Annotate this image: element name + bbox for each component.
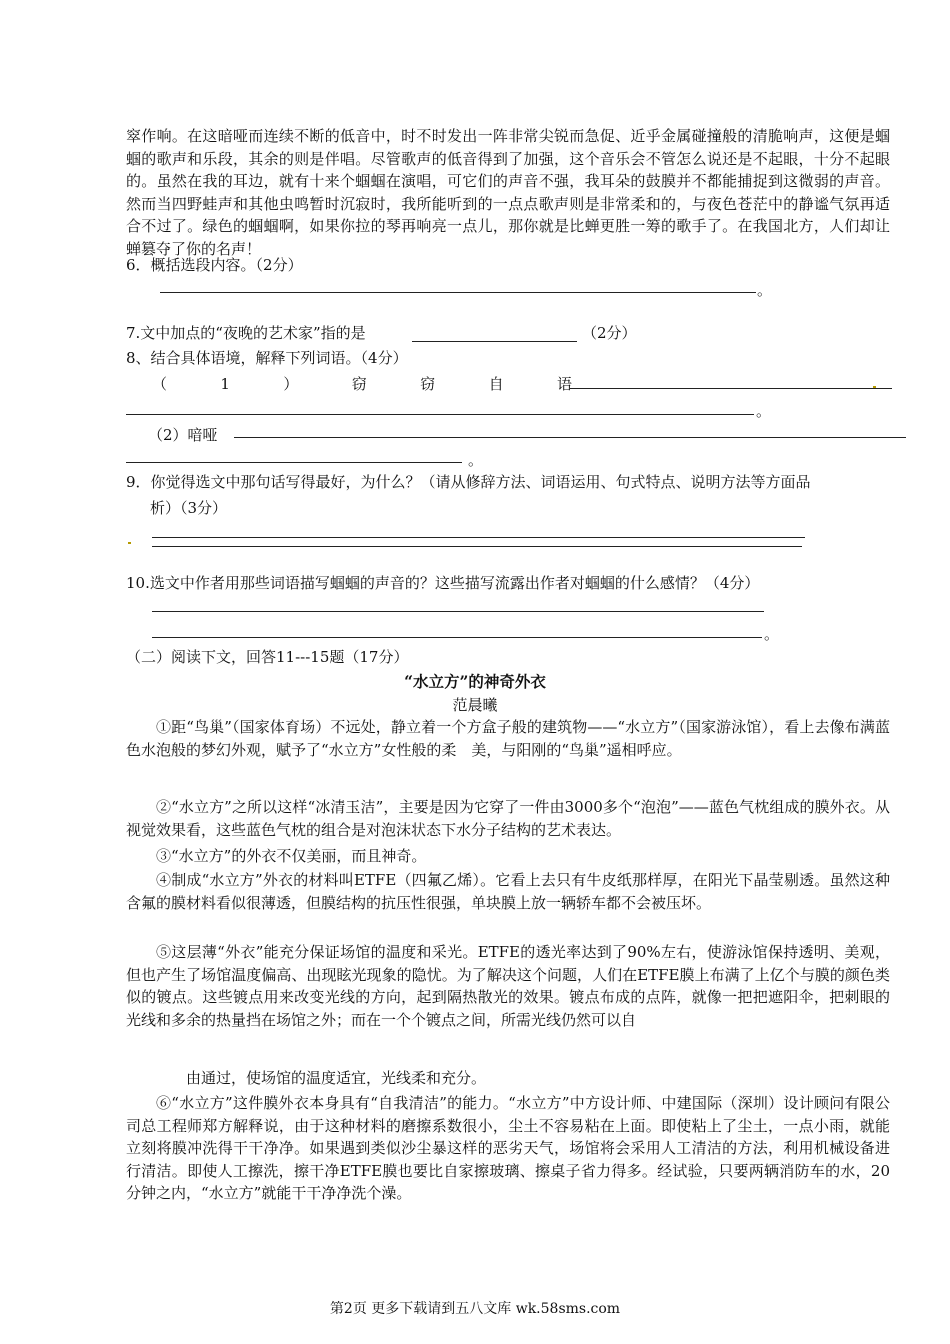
question-8: 8、结合具体语境，解释下列词语。（4分）	[126, 349, 408, 367]
yellow-mark	[128, 542, 131, 544]
section-2-heading: （二）阅读下文，回答11---15题（17分）	[126, 648, 409, 666]
question-9-line-2: 析）（3分）	[150, 499, 228, 517]
article-paragraph-3: ③“水立方”的外衣不仅美丽，而且神奇。	[156, 847, 427, 865]
q8-1-c3: 自	[488, 375, 504, 393]
q8-2-end: 。	[468, 451, 484, 469]
q8-1-c4: 语	[556, 375, 572, 393]
question-9-line-1: 9．你觉得选文中那句话写得最好，为什么？（请从修辞方法、词语运用、句式特点、说明方法等方面品	[126, 473, 811, 491]
question-8-item-1	[152, 374, 572, 394]
question-6: 6．概括选段内容。（2分）	[126, 256, 303, 274]
q8-1-end: 。	[756, 402, 772, 420]
answer-line-q10b	[152, 637, 762, 638]
article-author: 范晨曦	[452, 696, 498, 714]
q8-1-num: 1	[220, 375, 230, 393]
answer-line-q8-2b	[126, 462, 462, 463]
article-paragraph-6: ⑥“水立方”这件膜外衣本身具有“自我清洁”的能力。“水立方”中方设计师、中建国际（深圳）设计顾问有限公司总工程师郑方解释说，由于这种材料的磨擦系数很小，尘土不容易粘在上面。即使粘上了尘土，一点小雨，就能立刻将膜冲洗得干干净净。如果遇到类似沙尘暴这样的恶劣天气，场馆将会采用人工清洁的方法，利用机械设备进行清洁。即使人工擦洗，擦干净ETFE膜也要比自家擦玻璃、擦桌子省力得多。经试验，只要两辆消防车的水，20分钟之内，“水立方”就能干干净净洗个澡。	[126, 1094, 890, 1203]
passage-continuation: 窣作响。在这暗哑而连续不断的低音中，时不时发出一阵非常尖锐而急促、近乎金属碰撞般的清脆响声，这便是蝈蝈的歌声和乐段，其余的则是伴唱。尽管歌声的低音得到了加强，这个音乐会不管怎么说还是不起眼，十分不起眼的。虽然在我的耳边，就有十来个蝈蝈在演唱，可它们的声音不强，我耳朵的鼓膜并不都能捕捉到这微弱的声音。然而当四野蛙声和其他虫鸣暂时沉寂时，我所能听到的一点点歌声则是非常柔和的，与夜色苍茫中的静谧气氛再适合不过了。绿色的蝈蝈啊，如果你拉的琴再响亮一点儿，那你就是比蝉更胜一筹的歌手了。在我国北方，人们却让蝉篡夺了你的名声！	[126, 127, 890, 258]
answer-line-q8-1a	[570, 388, 892, 389]
page-footer: 第2页 更多下载请到五八文库 wk.58sms.com	[329, 1301, 621, 1317]
article-title: “水立方”的神奇外衣	[404, 672, 546, 691]
answer-line-q9a	[152, 537, 805, 538]
q8-1-c2: 窃	[420, 375, 436, 393]
question-7-points: （2分）	[582, 324, 637, 342]
answer-line-q8-2a	[234, 437, 906, 438]
answer-line-q6	[160, 292, 756, 293]
question-10: 10.选文中作者用那些词语描写蝈蝈的声音的？这些描写流露出作者对蝈蝈的什么感情？（4分）	[126, 574, 760, 592]
article-paragraph-4: ④制成“水立方”外衣的材料叫ETFE（四氟乙烯）。它看上去只有牛皮纸那样厚，在阳光下晶莹剔透。虽然这种含氟的膜材料看似很薄透，但膜结构的抗压性很强，单块膜上放一辆轿车都不会被压坏。	[126, 871, 890, 912]
answer-line-q9b	[152, 546, 802, 547]
q8-1-p2: ）	[283, 375, 299, 393]
q6-end: 。	[757, 281, 773, 299]
article-paragraph-1: ①距“鸟巢”（国家体育场）不远处，静立着一个方盒子般的建筑物——“水立方”（国家游泳馆），看上去像布满蓝色水泡般的梦幻外观，赋予了“水立方”女性般的柔 美，与阳刚的“鸟巢”遥相呼应。	[126, 718, 890, 759]
q10-end: 。	[764, 625, 780, 643]
article-paragraph-5-continued: 由通过，使场馆的温度适宜，光线柔和充分。	[186, 1069, 487, 1087]
answer-line-q7	[412, 341, 577, 342]
question-7: 7.文中加点的“夜晚的艺术家”指的是	[126, 324, 366, 342]
answer-line-q10a	[152, 611, 764, 612]
article-paragraph-5: ⑤这层薄“外衣”能充分保证场馆的温度和采光。ETFE的透光率达到了90%左右，使游泳馆保持透明、美观，但也产生了场馆温度偏高、出现眩光现象的隐忧。为了解决这个问题，人们在ETFE膜上布满了上亿个与膜的颜色类似的镀点。这些镀点用来改变光线的方向，起到隔热散光的效果。镀点布成的点阵，就像一把把遮阳伞，把刺眼的光线和多余的热量挡在场馆之外；而在一个个镀点之间，所需光线仍然可以自	[126, 943, 890, 1029]
q8-1-c1: 窃	[351, 375, 367, 393]
q8-1-p1: （	[152, 375, 168, 393]
answer-line-q8-1b	[126, 414, 754, 415]
question-8-item-2: （2）喑哑	[148, 426, 218, 444]
yellow-mark	[873, 386, 876, 388]
article-paragraph-2: ②“水立方”之所以这样“冰清玉洁”，主要是因为它穿了一件由3000多个“泡泡”——蓝色气枕组成的膜外衣。从视觉效果看，这些蓝色气枕的组合是对泡沫状态下水分子结构的艺术表达。	[126, 798, 890, 839]
